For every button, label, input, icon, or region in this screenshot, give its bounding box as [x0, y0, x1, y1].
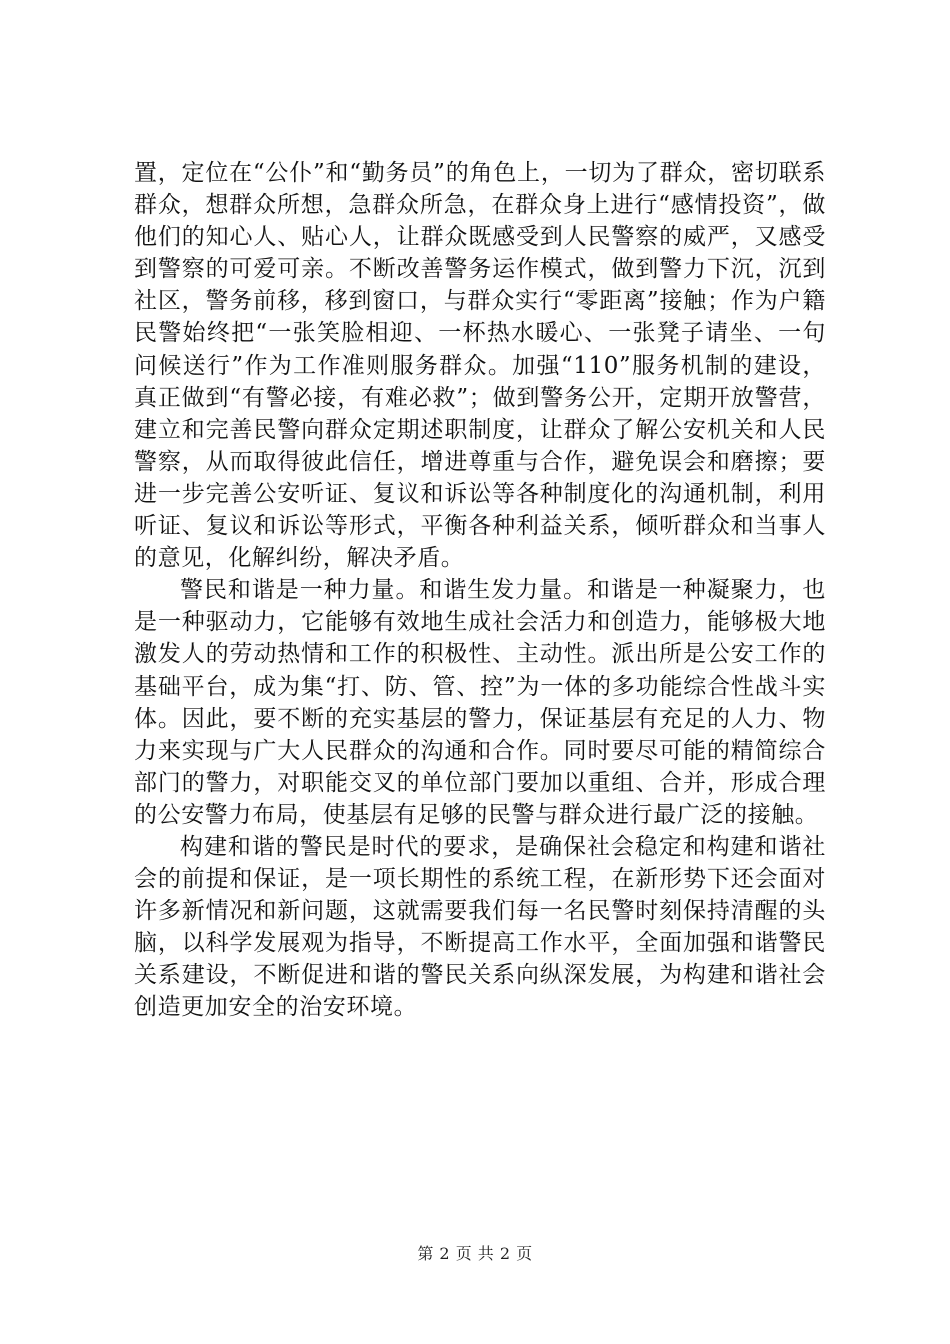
page-footer: 第 2 页 共 2 页 [417, 1244, 533, 1263]
body-paragraph-3: 构建和谐的警民是时代的要求，是确保社会稳定和构建和谐社会的前提和保证，是一项长期性的系统工程，在新形势下还会面对许多新情况和新问题，这就需要我们每一名民警时刻保持清醒的头脑，以科学发展观为指导，不断提高工作水平，全面加强和谐警民关系建设，不断促进和谐的警民关系向纵深发展，为构建和谐社会创造更加安全的治安环境。 [134, 833, 826, 1021]
body-paragraph-1: 置，定位在“公仆”和“勤务员”的角色上，一切为了群众，密切联系群众，想群众所想，急群众所急，在群众身上进行“感情投资”，做他们的知心人、贴心人，让群众既感受到人民警察的威严，又感受到警察的可爱可亲。不断改善警务运作模式，做到警力下沉，沉到社区，警务前移，移到窗口，与群众实行“零距离”接触；作为户籍民警始终把“一张笑脸相迎、一杯热水暖心、一张凳子请坐、一句问候送行”作为工作准则服务群众。加强“110”服务机制的建设，真正做到“有警必接，有难必救”；做到警务公开，定期开放警营，建立和完善民警向群众定期述职制度，让群众了解公安机关和人民警察，从而取得彼此信任，增进尊重与合作，避免误会和磨擦；要进一步完善公安听证、复议和诉讼等各种制度化的沟通机制，利用听证、复议和诉讼等形式，平衡各种利益关系，倾听群众和当事人的意见，化解纠纷，解决矛盾。 [134, 160, 826, 572]
body-paragraph-2: 警民和谐是一种力量。和谐生发力量。和谐是一种凝聚力，也是一种驱动力，它能够有效地生成社会活力和创造力，能够极大地激发人的劳动热情和工作的积极性、主动性。派出所是公安工作的基础平台，成为集“打、防、管、控”为一体的多功能综合性战斗实体。因此，要不断的充实基层的警力，保证基层有充足的人力、物力来实现与广大人民群众的沟通和合作。同时要尽可能的精简综合部门的警力，对职能交叉的单位部门要加以重组、合并，形成合理的公安警力布局，使基层有足够的民警与群众进行最广泛的接触。 [134, 577, 826, 828]
document-body [134, 157, 826, 1024]
